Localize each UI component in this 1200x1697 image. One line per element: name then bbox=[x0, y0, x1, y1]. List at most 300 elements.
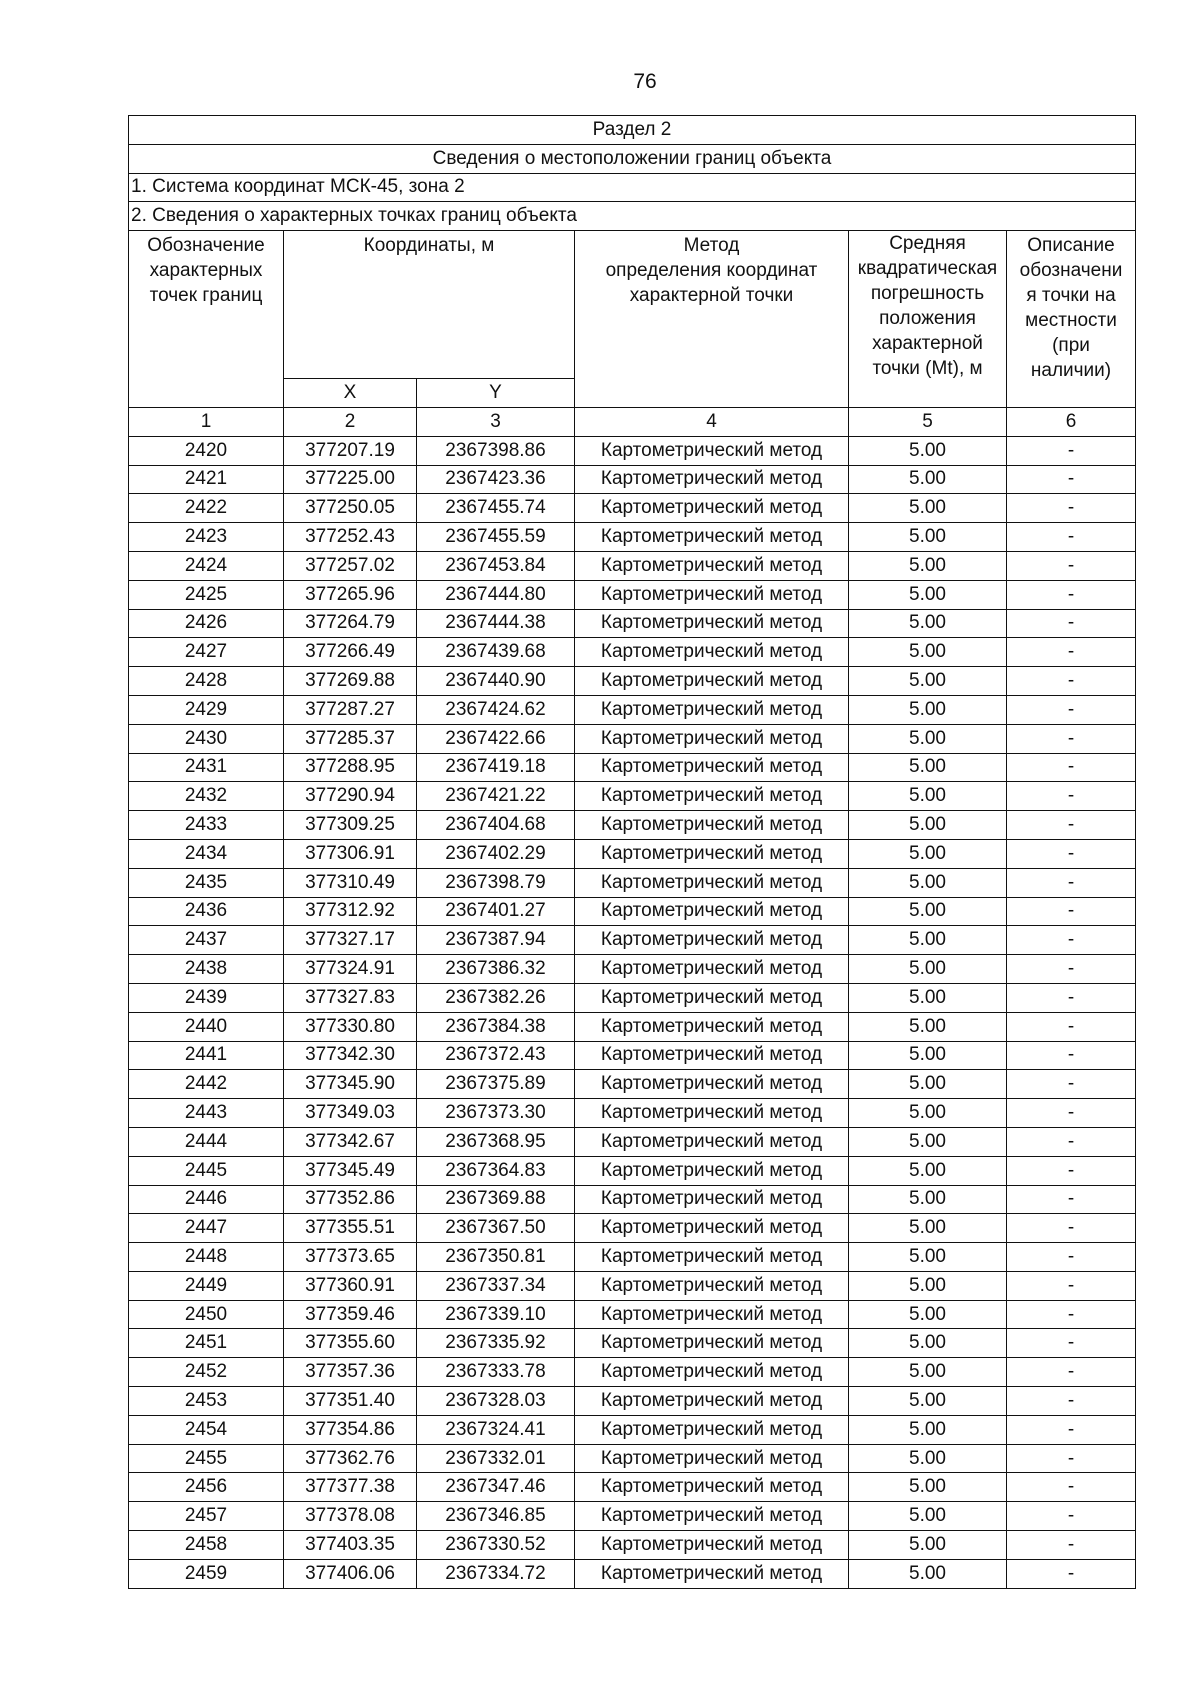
cell-mt: 5.00 bbox=[849, 695, 1007, 724]
cell-mt: 5.00 bbox=[849, 1502, 1007, 1531]
cell-method: Картометрический метод bbox=[575, 1329, 849, 1358]
cell-y: 2367453.84 bbox=[417, 551, 575, 580]
cell-point: 2420 bbox=[129, 436, 284, 465]
cell-mt: 5.00 bbox=[849, 1185, 1007, 1214]
cell-method: Картометрический метод bbox=[575, 1271, 849, 1300]
column-number: 1 bbox=[129, 407, 284, 436]
cell-description: - bbox=[1007, 1041, 1136, 1070]
cell-description: - bbox=[1007, 1329, 1136, 1358]
cell-mt: 5.00 bbox=[849, 1415, 1007, 1444]
cell-method: Картометрический метод bbox=[575, 983, 849, 1012]
cell-description: - bbox=[1007, 580, 1136, 609]
header-description-line: (при bbox=[1052, 335, 1090, 357]
cell-x: 377342.67 bbox=[284, 1127, 417, 1156]
cell-mt: 5.00 bbox=[849, 1243, 1007, 1272]
cell-description: - bbox=[1007, 1127, 1136, 1156]
header-description-line: местности bbox=[1025, 310, 1117, 332]
table-row bbox=[129, 638, 1136, 667]
cell-x: 377349.03 bbox=[284, 1099, 417, 1128]
cell-method: Картометрический метод bbox=[575, 897, 849, 926]
cell-point: 2436 bbox=[129, 897, 284, 926]
cell-description: - bbox=[1007, 551, 1136, 580]
cell-method: Картометрический метод bbox=[575, 494, 849, 523]
cell-mt: 5.00 bbox=[849, 609, 1007, 638]
cell-point: 2458 bbox=[129, 1531, 284, 1560]
cell-x: 377362.76 bbox=[284, 1444, 417, 1473]
cell-description: - bbox=[1007, 983, 1136, 1012]
cell-mt: 5.00 bbox=[849, 580, 1007, 609]
cell-point: 2430 bbox=[129, 724, 284, 753]
cell-y: 2367339.10 bbox=[417, 1300, 575, 1329]
table-row bbox=[129, 1502, 1136, 1531]
cell-mt: 5.00 bbox=[849, 1214, 1007, 1243]
cell-mt: 5.00 bbox=[849, 494, 1007, 523]
cell-point: 2432 bbox=[129, 782, 284, 811]
cell-method: Картометрический метод bbox=[575, 638, 849, 667]
cell-y: 2367398.79 bbox=[417, 868, 575, 897]
cell-method: Картометрический метод bbox=[575, 551, 849, 580]
cell-method: Картометрический метод bbox=[575, 782, 849, 811]
cell-mt: 5.00 bbox=[849, 436, 1007, 465]
cell-y: 2367398.86 bbox=[417, 436, 575, 465]
table-row bbox=[129, 494, 1136, 523]
cell-mt: 5.00 bbox=[849, 897, 1007, 926]
cell-mt: 5.00 bbox=[849, 1070, 1007, 1099]
cell-point: 2421 bbox=[129, 465, 284, 494]
cell-method: Картометрический метод bbox=[575, 1156, 849, 1185]
cell-mt: 5.00 bbox=[849, 1387, 1007, 1416]
cell-mt: 5.00 bbox=[849, 1473, 1007, 1502]
cell-y: 2367375.89 bbox=[417, 1070, 575, 1099]
cell-description: - bbox=[1007, 1531, 1136, 1560]
cell-point: 2428 bbox=[129, 667, 284, 696]
cell-description: - bbox=[1007, 811, 1136, 840]
cell-x: 377309.25 bbox=[284, 811, 417, 840]
table-row bbox=[129, 465, 1136, 494]
cell-description: - bbox=[1007, 1358, 1136, 1387]
cell-x: 377378.08 bbox=[284, 1502, 417, 1531]
table-row bbox=[129, 667, 1136, 696]
table-row bbox=[129, 1473, 1136, 1502]
cell-point: 2444 bbox=[129, 1127, 284, 1156]
cell-method: Картометрический метод bbox=[575, 1502, 849, 1531]
table-row bbox=[129, 551, 1136, 580]
cell-description: - bbox=[1007, 523, 1136, 552]
header-method bbox=[575, 231, 849, 408]
cell-mt: 5.00 bbox=[849, 523, 1007, 552]
cell-x: 377342.30 bbox=[284, 1041, 417, 1070]
cell-point: 2440 bbox=[129, 1012, 284, 1041]
cell-mt: 5.00 bbox=[849, 1012, 1007, 1041]
table-row bbox=[129, 523, 1136, 552]
table-row bbox=[129, 782, 1136, 811]
cell-y: 2367364.83 bbox=[417, 1156, 575, 1185]
cell-mt: 5.00 bbox=[849, 667, 1007, 696]
cell-y: 2367332.01 bbox=[417, 1444, 575, 1473]
cell-x: 377377.38 bbox=[284, 1473, 417, 1502]
header-y: Y bbox=[417, 379, 575, 408]
cell-method: Картометрический метод bbox=[575, 1415, 849, 1444]
cell-mt: 5.00 bbox=[849, 1358, 1007, 1387]
cell-x: 377257.02 bbox=[284, 551, 417, 580]
cell-mt: 5.00 bbox=[849, 868, 1007, 897]
cell-method: Картометрический метод bbox=[575, 1531, 849, 1560]
cell-x: 377288.95 bbox=[284, 753, 417, 782]
cell-point: 2451 bbox=[129, 1329, 284, 1358]
table-row bbox=[129, 1329, 1136, 1358]
cell-mt: 5.00 bbox=[849, 1127, 1007, 1156]
cell-y: 2367404.68 bbox=[417, 811, 575, 840]
cell-x: 377330.80 bbox=[284, 1012, 417, 1041]
table-row bbox=[129, 1127, 1136, 1156]
cell-x: 377207.19 bbox=[284, 436, 417, 465]
cell-method: Картометрический метод bbox=[575, 1041, 849, 1070]
cell-x: 377406.06 bbox=[284, 1559, 417, 1588]
cell-point: 2455 bbox=[129, 1444, 284, 1473]
cell-mt: 5.00 bbox=[849, 839, 1007, 868]
coord-system-line: 1. Система координат МСК-45, зона 2 bbox=[129, 173, 1136, 202]
cell-y: 2367421.22 bbox=[417, 782, 575, 811]
cell-method: Картометрический метод bbox=[575, 955, 849, 984]
cell-point: 2454 bbox=[129, 1415, 284, 1444]
cell-description: - bbox=[1007, 753, 1136, 782]
cell-description: - bbox=[1007, 1070, 1136, 1099]
cell-description: - bbox=[1007, 1271, 1136, 1300]
cell-x: 377355.60 bbox=[284, 1329, 417, 1358]
header-method-line: Метод bbox=[683, 235, 740, 257]
cell-method: Картометрический метод bbox=[575, 1185, 849, 1214]
cell-mt: 5.00 bbox=[849, 551, 1007, 580]
cell-mt: 5.00 bbox=[849, 1559, 1007, 1588]
cell-method: Картометрический метод bbox=[575, 839, 849, 868]
cell-point: 2459 bbox=[129, 1559, 284, 1588]
cell-y: 2367350.81 bbox=[417, 1243, 575, 1272]
cell-x: 377345.49 bbox=[284, 1156, 417, 1185]
cell-description: - bbox=[1007, 1473, 1136, 1502]
cell-y: 2367439.68 bbox=[417, 638, 575, 667]
header-method-line: определения координат bbox=[605, 260, 818, 282]
cell-description: - bbox=[1007, 494, 1136, 523]
cell-x: 377360.91 bbox=[284, 1271, 417, 1300]
cell-method: Картометрический метод bbox=[575, 724, 849, 753]
cell-x: 377306.91 bbox=[284, 839, 417, 868]
table-row bbox=[129, 1444, 1136, 1473]
cell-description: - bbox=[1007, 667, 1136, 696]
cell-x: 377352.86 bbox=[284, 1185, 417, 1214]
cell-mt: 5.00 bbox=[849, 465, 1007, 494]
cell-method: Картометрический метод bbox=[575, 1070, 849, 1099]
table-row bbox=[129, 1358, 1136, 1387]
cell-point: 2446 bbox=[129, 1185, 284, 1214]
cell-mt: 5.00 bbox=[849, 1156, 1007, 1185]
cell-x: 377357.36 bbox=[284, 1358, 417, 1387]
cell-method: Картометрический метод bbox=[575, 1099, 849, 1128]
cell-description: - bbox=[1007, 1502, 1136, 1531]
cell-point: 2450 bbox=[129, 1300, 284, 1329]
cell-method: Картометрический метод bbox=[575, 1387, 849, 1416]
cell-description: - bbox=[1007, 1415, 1136, 1444]
table-row bbox=[129, 1185, 1136, 1214]
table-row bbox=[129, 811, 1136, 840]
cell-mt: 5.00 bbox=[849, 1271, 1007, 1300]
cell-method: Картометрический метод bbox=[575, 667, 849, 696]
cell-x: 377354.86 bbox=[284, 1415, 417, 1444]
cell-description: - bbox=[1007, 839, 1136, 868]
table-row bbox=[129, 1271, 1136, 1300]
cell-method: Картометрический метод bbox=[575, 926, 849, 955]
cell-x: 377355.51 bbox=[284, 1214, 417, 1243]
cell-method: Картометрический метод bbox=[575, 465, 849, 494]
table-row bbox=[129, 955, 1136, 984]
cell-point: 2434 bbox=[129, 839, 284, 868]
cell-mt: 5.00 bbox=[849, 724, 1007, 753]
header-coords-label: Координаты, м bbox=[363, 235, 495, 257]
cell-description: - bbox=[1007, 1214, 1136, 1243]
cell-y: 2367455.74 bbox=[417, 494, 575, 523]
cell-y: 2367333.78 bbox=[417, 1358, 575, 1387]
cell-mt: 5.00 bbox=[849, 638, 1007, 667]
cell-point: 2427 bbox=[129, 638, 284, 667]
cell-description: - bbox=[1007, 1300, 1136, 1329]
table-row bbox=[129, 926, 1136, 955]
cell-point: 2431 bbox=[129, 753, 284, 782]
cell-description: - bbox=[1007, 436, 1136, 465]
cell-method: Картометрический метод bbox=[575, 1243, 849, 1272]
cell-method: Картометрический метод bbox=[575, 1127, 849, 1156]
header-description-line: я точки на bbox=[1026, 285, 1116, 307]
cell-x: 377373.65 bbox=[284, 1243, 417, 1272]
cell-mt: 5.00 bbox=[849, 983, 1007, 1012]
cell-point: 2429 bbox=[129, 695, 284, 724]
cell-mt: 5.00 bbox=[849, 1300, 1007, 1329]
header-description-line: обозначени bbox=[1019, 260, 1123, 282]
table-row bbox=[129, 1559, 1136, 1588]
cell-description: - bbox=[1007, 955, 1136, 984]
cell-x: 377252.43 bbox=[284, 523, 417, 552]
cell-description: - bbox=[1007, 1387, 1136, 1416]
points-heading-line: 2. Сведения о характерных точках границ объекта bbox=[129, 202, 1136, 231]
table-row bbox=[129, 609, 1136, 638]
cell-x: 377285.37 bbox=[284, 724, 417, 753]
cell-method: Картометрический метод bbox=[575, 1300, 849, 1329]
table-row bbox=[129, 1041, 1136, 1070]
cell-mt: 5.00 bbox=[849, 1531, 1007, 1560]
cell-point: 2426 bbox=[129, 609, 284, 638]
column-number: 4 bbox=[575, 407, 849, 436]
header-point-line: Обозначение bbox=[147, 235, 265, 257]
table-row bbox=[129, 839, 1136, 868]
table-row bbox=[129, 695, 1136, 724]
cell-point: 2437 bbox=[129, 926, 284, 955]
cell-y: 2367455.59 bbox=[417, 523, 575, 552]
cell-x: 377327.83 bbox=[284, 983, 417, 1012]
cell-x: 377351.40 bbox=[284, 1387, 417, 1416]
cell-y: 2367368.95 bbox=[417, 1127, 575, 1156]
cell-description: - bbox=[1007, 897, 1136, 926]
cell-point: 2453 bbox=[129, 1387, 284, 1416]
cell-point: 2443 bbox=[129, 1099, 284, 1128]
cell-mt: 5.00 bbox=[849, 1444, 1007, 1473]
table-row bbox=[129, 1415, 1136, 1444]
table-row bbox=[129, 1387, 1136, 1416]
column-number: 3 bbox=[417, 407, 575, 436]
header-x: X bbox=[284, 379, 417, 408]
cell-y: 2367346.85 bbox=[417, 1502, 575, 1531]
cell-x: 377265.96 bbox=[284, 580, 417, 609]
cell-y: 2367424.62 bbox=[417, 695, 575, 724]
cell-x: 377312.92 bbox=[284, 897, 417, 926]
cell-y: 2367367.50 bbox=[417, 1214, 575, 1243]
cell-x: 377264.79 bbox=[284, 609, 417, 638]
cell-y: 2367422.66 bbox=[417, 724, 575, 753]
cell-method: Картометрический метод bbox=[575, 580, 849, 609]
cell-y: 2367337.34 bbox=[417, 1271, 575, 1300]
table-row bbox=[129, 897, 1136, 926]
cell-x: 377324.91 bbox=[284, 955, 417, 984]
cell-description: - bbox=[1007, 1012, 1136, 1041]
table-row bbox=[129, 1070, 1136, 1099]
cell-point: 2452 bbox=[129, 1358, 284, 1387]
cell-y: 2367444.38 bbox=[417, 609, 575, 638]
header-method-line: характерной точки bbox=[629, 285, 794, 307]
page-number: 76 bbox=[633, 70, 657, 93]
table-row bbox=[129, 753, 1136, 782]
cell-y: 2367335.92 bbox=[417, 1329, 575, 1358]
cell-method: Картометрический метод bbox=[575, 868, 849, 897]
header-description bbox=[1007, 231, 1136, 408]
cell-x: 377290.94 bbox=[284, 782, 417, 811]
cell-method: Картометрический метод bbox=[575, 1214, 849, 1243]
cell-y: 2367324.41 bbox=[417, 1415, 575, 1444]
cell-x: 377225.00 bbox=[284, 465, 417, 494]
table-row bbox=[129, 1214, 1136, 1243]
column-number: 2 bbox=[284, 407, 417, 436]
cell-mt: 5.00 bbox=[849, 1329, 1007, 1358]
cell-y: 2367384.38 bbox=[417, 1012, 575, 1041]
cell-method: Картометрический метод bbox=[575, 1358, 849, 1387]
cell-point: 2422 bbox=[129, 494, 284, 523]
cell-description: - bbox=[1007, 1156, 1136, 1185]
cell-y: 2367387.94 bbox=[417, 926, 575, 955]
cell-method: Картометрический метод bbox=[575, 1473, 849, 1502]
cell-point: 2435 bbox=[129, 868, 284, 897]
cell-method: Картометрический метод bbox=[575, 695, 849, 724]
header-coords bbox=[284, 231, 575, 379]
table-row bbox=[129, 1012, 1136, 1041]
cell-mt: 5.00 bbox=[849, 753, 1007, 782]
cell-y: 2367401.27 bbox=[417, 897, 575, 926]
cell-point: 2447 bbox=[129, 1214, 284, 1243]
cell-point: 2442 bbox=[129, 1070, 284, 1099]
cell-method: Картометрический метод bbox=[575, 1559, 849, 1588]
cell-point: 2449 bbox=[129, 1271, 284, 1300]
cell-description: - bbox=[1007, 695, 1136, 724]
header-error-line: точки (Mt), м bbox=[872, 358, 983, 380]
cell-description: - bbox=[1007, 926, 1136, 955]
cell-description: - bbox=[1007, 1559, 1136, 1588]
cell-point: 2456 bbox=[129, 1473, 284, 1502]
header-error-line: Средняя bbox=[889, 233, 966, 255]
cell-x: 377345.90 bbox=[284, 1070, 417, 1099]
table-row bbox=[129, 580, 1136, 609]
header-point bbox=[129, 231, 284, 408]
cell-point: 2438 bbox=[129, 955, 284, 984]
cell-y: 2367444.80 bbox=[417, 580, 575, 609]
table-row bbox=[129, 436, 1136, 465]
header-point-line: характерных bbox=[149, 260, 263, 282]
cell-y: 2367328.03 bbox=[417, 1387, 575, 1416]
cell-x: 377359.46 bbox=[284, 1300, 417, 1329]
table-row bbox=[129, 868, 1136, 897]
header-error-line: квадратическая bbox=[857, 258, 998, 280]
cell-y: 2367386.32 bbox=[417, 955, 575, 984]
cell-mt: 5.00 bbox=[849, 1099, 1007, 1128]
cell-y: 2367373.30 bbox=[417, 1099, 575, 1128]
cell-mt: 5.00 bbox=[849, 782, 1007, 811]
cell-method: Картометрический метод bbox=[575, 609, 849, 638]
header-error-line: положения bbox=[879, 308, 976, 330]
cell-description: - bbox=[1007, 782, 1136, 811]
cell-y: 2367402.29 bbox=[417, 839, 575, 868]
table-row bbox=[129, 983, 1136, 1012]
section-subtitle: Сведения о местоположении границ объекта bbox=[129, 144, 1136, 173]
cell-method: Картометрический метод bbox=[575, 811, 849, 840]
cell-point: 2423 bbox=[129, 523, 284, 552]
cell-description: - bbox=[1007, 724, 1136, 753]
cell-y: 2367372.43 bbox=[417, 1041, 575, 1070]
header-error bbox=[849, 231, 1007, 408]
cell-method: Картометрический метод bbox=[575, 1012, 849, 1041]
cell-x: 377287.27 bbox=[284, 695, 417, 724]
cell-y: 2367423.36 bbox=[417, 465, 575, 494]
cell-x: 377403.35 bbox=[284, 1531, 417, 1560]
table-row bbox=[129, 1099, 1136, 1128]
header-description-line: наличии) bbox=[1030, 360, 1112, 382]
cell-y: 2367440.90 bbox=[417, 667, 575, 696]
table-row bbox=[129, 1156, 1136, 1185]
cell-y: 2367330.52 bbox=[417, 1531, 575, 1560]
table-row bbox=[129, 724, 1136, 753]
cell-point: 2424 bbox=[129, 551, 284, 580]
section-title: Раздел 2 bbox=[129, 116, 1136, 145]
cell-description: - bbox=[1007, 465, 1136, 494]
cell-x: 377266.49 bbox=[284, 638, 417, 667]
table-row bbox=[129, 1300, 1136, 1329]
column-number: 5 bbox=[849, 407, 1007, 436]
table-row bbox=[129, 1243, 1136, 1272]
table-row bbox=[129, 1531, 1136, 1560]
column-number: 6 bbox=[1007, 407, 1136, 436]
cell-x: 377269.88 bbox=[284, 667, 417, 696]
header-error-line: погрешность bbox=[870, 283, 985, 305]
cell-description: - bbox=[1007, 638, 1136, 667]
cell-x: 377310.49 bbox=[284, 868, 417, 897]
cell-description: - bbox=[1007, 609, 1136, 638]
cell-method: Картометрический метод bbox=[575, 1444, 849, 1473]
cell-description: - bbox=[1007, 1099, 1136, 1128]
cell-y: 2367369.88 bbox=[417, 1185, 575, 1214]
cell-point: 2439 bbox=[129, 983, 284, 1012]
cell-mt: 5.00 bbox=[849, 926, 1007, 955]
cell-point: 2425 bbox=[129, 580, 284, 609]
header-description-line: Описание bbox=[1027, 235, 1115, 257]
cell-point: 2457 bbox=[129, 1502, 284, 1531]
cell-description: - bbox=[1007, 1444, 1136, 1473]
header-error-line: характерной bbox=[872, 333, 983, 355]
cell-method: Картометрический метод bbox=[575, 523, 849, 552]
cell-mt: 5.00 bbox=[849, 955, 1007, 984]
cell-y: 2367382.26 bbox=[417, 983, 575, 1012]
